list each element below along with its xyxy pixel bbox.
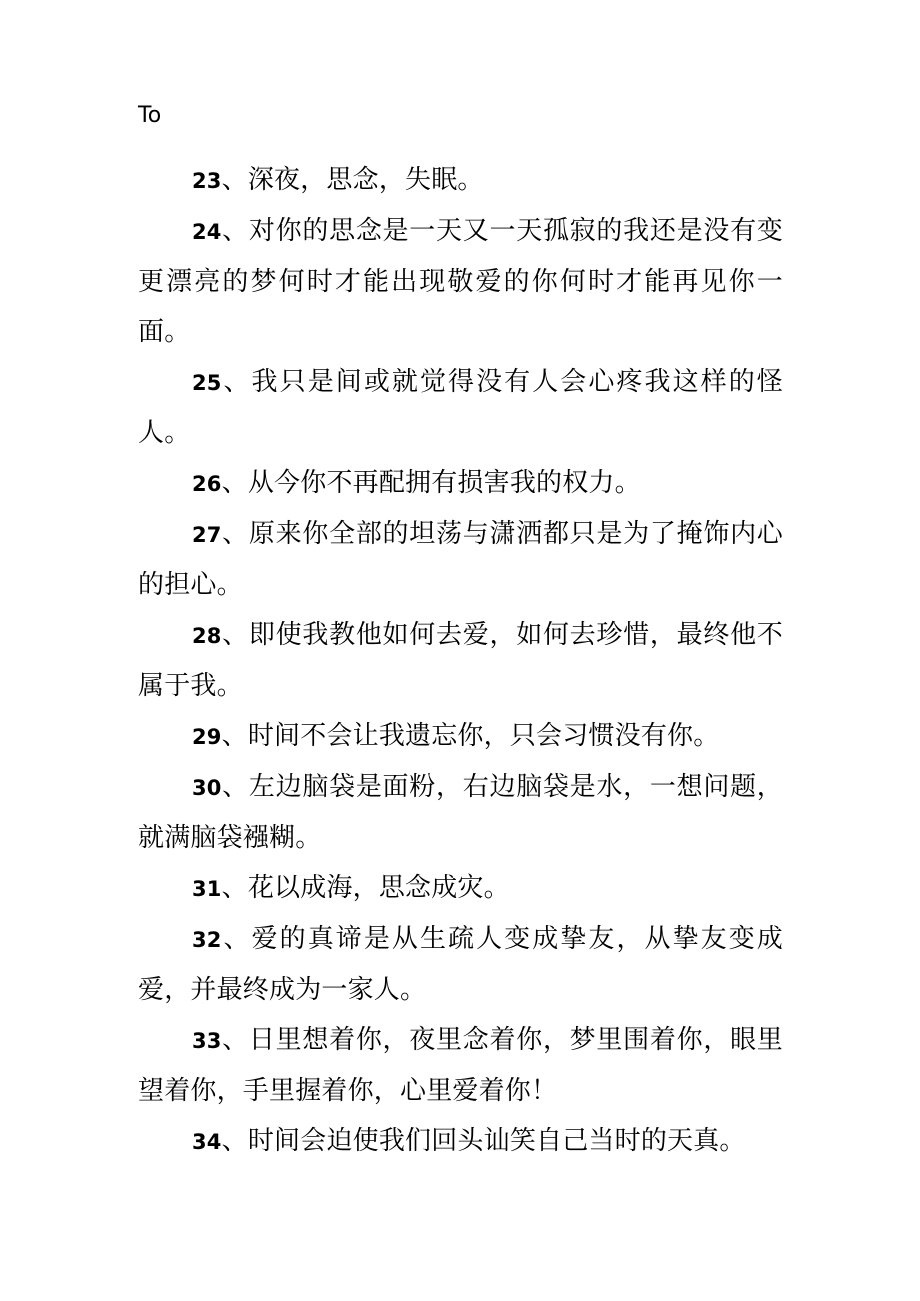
item-text: 、对你的思念是一天又一天孤寂的我还是没有变更漂亮的梦何时才能出现敬爱的你何时才能再见你一面。 [138, 216, 783, 347]
item-text: 、深夜，思念，失眠。 [221, 165, 484, 195]
item-number: 32 [192, 928, 222, 952]
list-item [138, 914, 783, 1015]
list-item [138, 610, 783, 711]
list-item [138, 762, 783, 863]
list-item [138, 1116, 783, 1167]
item-text: 、花以成海，思念成灾。 [221, 873, 510, 903]
item-number: 27 [192, 523, 222, 547]
item-text: 、即使我教他如何去爱，如何去珍惜，最终他不属于我。 [138, 620, 783, 701]
item-text: 、时间会迫使我们回头讪笑自己当时的天真。 [221, 1126, 746, 1156]
item-text: 、我只是间或就觉得没有人会心疼我这样的怪人。 [138, 367, 783, 448]
item-number: 28 [192, 624, 222, 648]
item-text: 、原来你全部的坦荡与潇洒都只是为了掩饰内心的担心。 [138, 519, 783, 600]
item-text: 、日里想着你，夜里念着你，梦里围着你，眼里望着你，手里握着你，心里爱着你！ [138, 1025, 783, 1106]
item-number: 30 [192, 776, 222, 800]
list-item [138, 863, 783, 914]
item-number: 23 [192, 169, 222, 193]
item-text: 、时间不会让我遗忘你，只会习惯没有你。 [221, 721, 720, 751]
item-text: 、左边脑袋是面粉，右边脑袋是水，一想问题，就满脑袋襁糊。 [138, 772, 783, 853]
item-number: 26 [192, 472, 222, 496]
item-text: 、爱的真谛是从生疏人变成挚友，从挚友变成爱，并最终成为一家人。 [138, 924, 783, 1005]
list-item [138, 155, 783, 206]
list-item [138, 1015, 783, 1116]
item-text: 、从今你不再配拥有损害我的权力。 [221, 468, 641, 498]
list-item [138, 711, 783, 762]
item-number: 25 [192, 371, 222, 395]
item-number: 31 [192, 877, 222, 901]
list-item [138, 458, 783, 509]
page-header-text: To [138, 103, 162, 128]
quote-list [138, 155, 783, 1167]
item-number: 34 [192, 1130, 222, 1154]
item-number: 33 [192, 1029, 222, 1053]
list-item [138, 357, 783, 458]
item-number: 24 [192, 220, 222, 244]
list-item [138, 509, 783, 610]
list-item [138, 206, 783, 357]
item-number: 29 [192, 725, 222, 749]
